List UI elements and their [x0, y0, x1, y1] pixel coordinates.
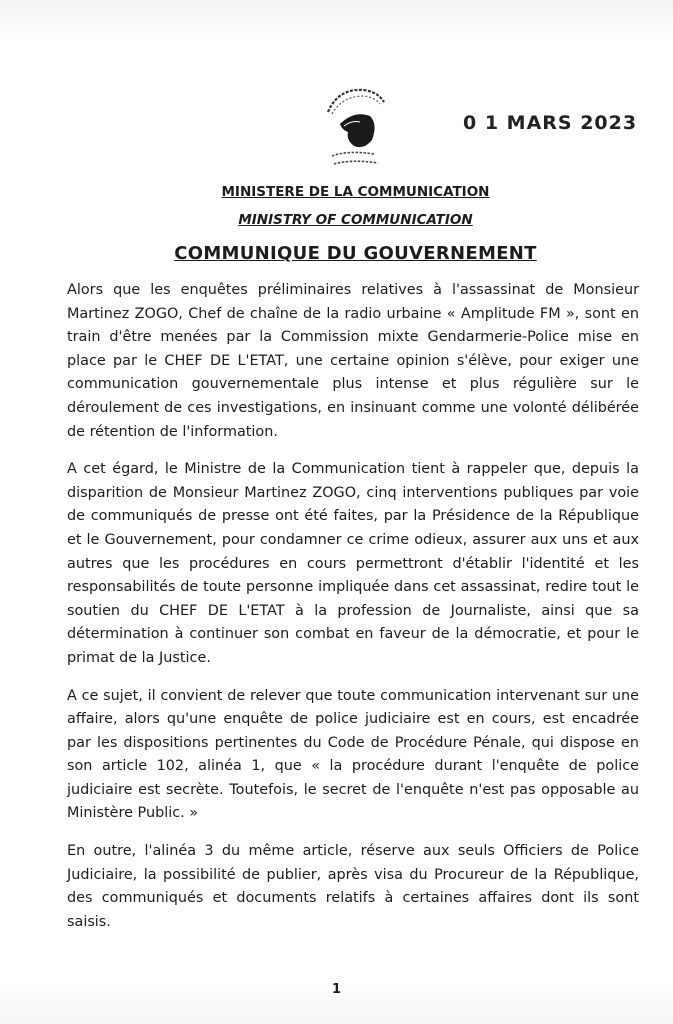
paragraph-3: A ce sujet, il convient de relever que toute communication intervenant sur une affaire, alors qu'une enquête de police judiciaire est en cours, est encadrée par les dispositions pertinentes du Code de Procédure Pénale, qui dispose en son article 102, alinéa 1, que « la procédure durant l'enquête de police judiciaire est secrète. Toutefois, le secret de l'enquête n'est pas opposable au Ministère Public. »	[67, 687, 639, 822]
paragraph-2: A cet égard, le Ministre de la Communication tient à rappeler que, depuis la disparition de Monsieur Martinez ZOGO, cinq interventions publiques par voie de communiqués de presse ont été faites, par la Présidence de la République et le Gouvernement, pour condamner ce crime odieux, assurer aux uns et aux autres que les procédures en cours permettront d'établir l'identité et les responsabilités de toute personne impliquée dans cet assassinat, redire tout le soutien du CHEF DE L'ETAT à la profession de Journaliste, ainsi que sa détermination à continuer son combat en faveur de la démocratie, et pour le primat de la Justice.	[67, 461, 639, 666]
ministry-name-english: MINISTRY OF COMMUNICATION	[238, 212, 473, 228]
document-title: COMMUNIQUE DU GOUVERNEMENT	[174, 243, 537, 264]
document-body	[67, 279, 639, 948]
paragraph-4: En outre, l'alinéa 3 du même article, réserve aux seuls Officiers de Police Judiciaire, la possibilité de publier, après visa du Procureur de la République, des communiqués et documents relatifs à certaines affaires dont ils sont saisis.	[67, 843, 639, 930]
ministry-seal-logo	[318, 84, 396, 174]
page-number: 1	[331, 982, 342, 997]
ministry-name-french: MINISTERE DE LA COMMUNICATION	[221, 184, 490, 200]
document-date: 0 1 MARS 2023	[463, 112, 638, 134]
paragraph-1: Alors que les enquêtes préliminaires relatives à l'assassinat de Monsieur Martinez ZOGO, Chef de chaîne de la radio urbaine « Amplitude FM », sont en train d'être menées par la Commission mixte Gendarmerie-Police mise en place par le CHEF DE L'ETAT, une certaine opinion s'élève, pour exiger une communication gouvernementale plus intense et plus régulière sur le déroulement de ces investigations, en insinuant comme une volonté délibérée de rétention de l'information.	[67, 282, 639, 440]
